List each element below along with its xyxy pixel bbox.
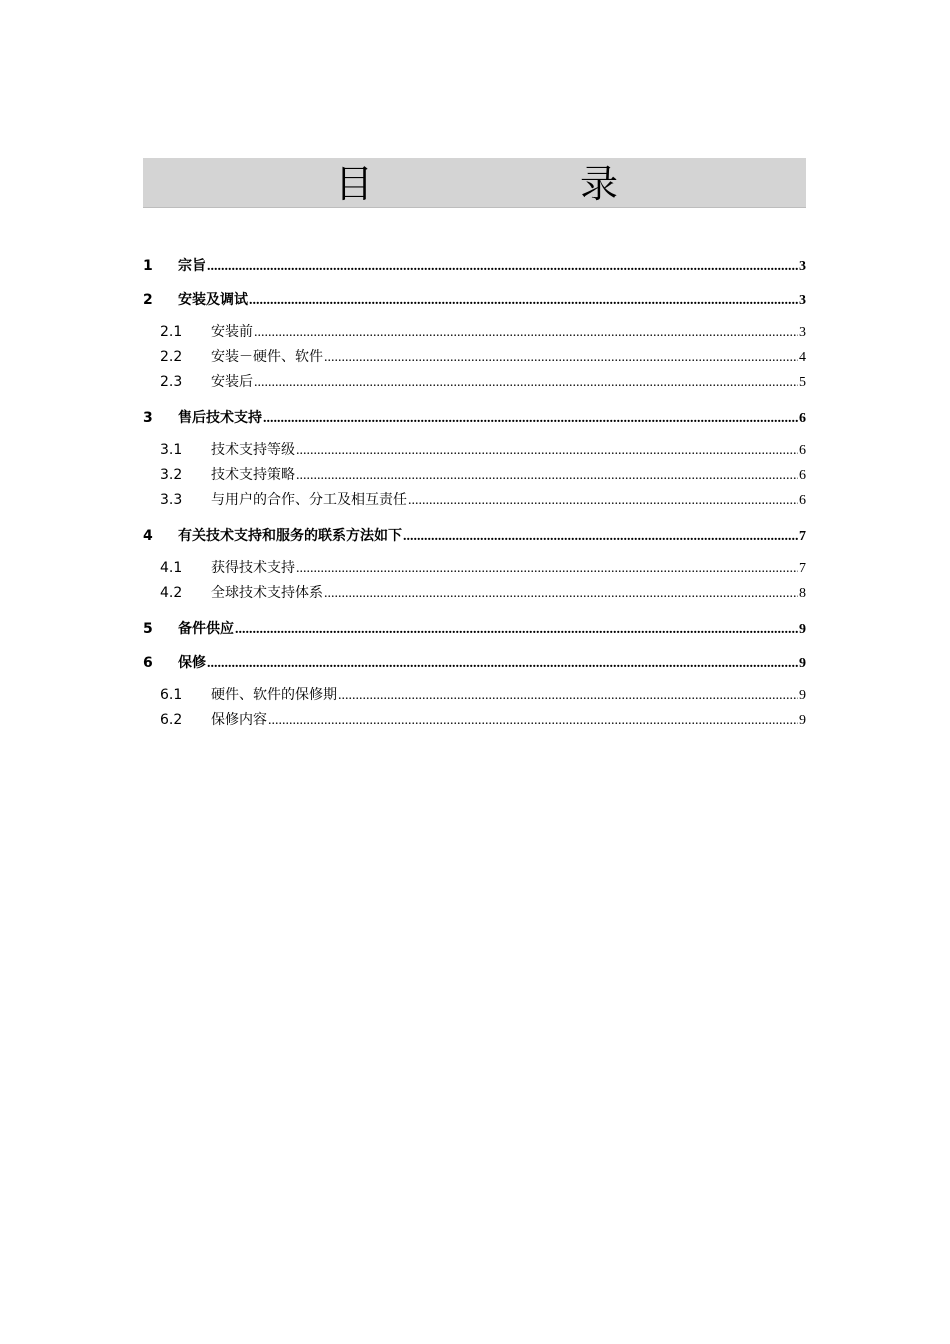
toc-dot-leader bbox=[338, 683, 798, 708]
toc-entry-number: 6.1 bbox=[160, 687, 183, 703]
toc-entry-number: 4.2 bbox=[160, 585, 183, 601]
toc-entry-number: 3 bbox=[143, 410, 153, 426]
toc-entry-title: 安装后 bbox=[211, 374, 253, 390]
toc-entry-3-2[interactable] bbox=[143, 463, 806, 488]
toc-heading-char-2: 录 bbox=[580, 162, 619, 206]
toc-entry-number: 3.2 bbox=[160, 467, 183, 483]
toc-entry-page: 6 bbox=[799, 468, 806, 483]
toc-entry-number: 3.1 bbox=[160, 442, 183, 458]
toc-dot-leader bbox=[263, 405, 798, 433]
toc-entry-page: 3 bbox=[799, 293, 806, 308]
toc-entry-number: 6 bbox=[143, 655, 153, 671]
toc-entry-number: 2.3 bbox=[160, 374, 183, 390]
table-of-contents bbox=[143, 252, 806, 733]
toc-entry-title: 备件供应 bbox=[178, 621, 234, 637]
toc-entry-title: 保修内容 bbox=[211, 712, 267, 728]
toc-entry-title: 与用户的合作、分工及相互责任 bbox=[211, 492, 407, 508]
toc-entry-6-1[interactable] bbox=[143, 683, 806, 708]
toc-entry-6[interactable] bbox=[143, 649, 806, 683]
toc-entry-page: 9 bbox=[799, 688, 806, 703]
toc-dot-leader bbox=[296, 438, 798, 463]
toc-dot-leader bbox=[207, 650, 798, 678]
toc-entry-5[interactable] bbox=[143, 615, 806, 649]
toc-dot-leader bbox=[235, 616, 798, 644]
toc-entry-title: 安装前 bbox=[211, 324, 253, 340]
toc-entry-number: 5 bbox=[143, 621, 153, 637]
toc-entry-page: 8 bbox=[799, 586, 806, 601]
toc-entry-4[interactable] bbox=[143, 522, 806, 556]
toc-entry-title: 安装－硬件、软件 bbox=[211, 349, 323, 365]
toc-entry-title: 全球技术支持体系 bbox=[211, 585, 323, 601]
toc-dot-leader bbox=[408, 488, 798, 513]
toc-dot-leader bbox=[324, 581, 798, 606]
toc-heading-bar bbox=[143, 158, 806, 208]
toc-entry-title: 宗旨 bbox=[178, 258, 206, 274]
toc-entry-2[interactable] bbox=[143, 286, 806, 320]
toc-dot-leader bbox=[324, 345, 798, 370]
toc-entry-page: 7 bbox=[799, 529, 806, 544]
toc-entry-number: 4 bbox=[143, 528, 153, 544]
toc-entry-number: 2.1 bbox=[160, 324, 183, 340]
toc-dot-leader bbox=[296, 463, 798, 488]
toc-entry-page: 5 bbox=[799, 375, 806, 390]
toc-dot-leader bbox=[254, 370, 798, 395]
toc-entry-page: 6 bbox=[799, 411, 806, 426]
toc-entry-2-2[interactable] bbox=[143, 345, 806, 370]
toc-dot-leader bbox=[249, 287, 798, 315]
toc-entry-4-1[interactable] bbox=[143, 556, 806, 581]
toc-entry-number: 6.2 bbox=[160, 712, 183, 728]
toc-entry-1[interactable] bbox=[143, 252, 806, 286]
toc-entry-3-1[interactable] bbox=[143, 438, 806, 463]
toc-dot-leader bbox=[254, 320, 798, 345]
toc-entry-title: 技术支持等级 bbox=[211, 442, 295, 458]
toc-entry-page: 3 bbox=[799, 325, 806, 340]
toc-dot-leader bbox=[268, 708, 798, 733]
toc-entry-6-2[interactable] bbox=[143, 708, 806, 733]
toc-entry-title: 保修 bbox=[178, 655, 206, 671]
toc-entry-page: 4 bbox=[799, 350, 806, 365]
toc-entry-number: 4.1 bbox=[160, 560, 183, 576]
toc-entry-title: 售后技术支持 bbox=[178, 410, 262, 426]
toc-entry-4-2[interactable] bbox=[143, 581, 806, 606]
toc-entry-page: 9 bbox=[799, 622, 806, 637]
toc-entry-page: 9 bbox=[799, 656, 806, 671]
toc-entry-page: 7 bbox=[799, 561, 806, 576]
toc-entry-page: 3 bbox=[799, 259, 806, 274]
toc-entry-page: 9 bbox=[799, 713, 806, 728]
toc-entry-number: 2.2 bbox=[160, 349, 183, 365]
toc-entry-number: 2 bbox=[143, 292, 153, 308]
toc-entry-2-3[interactable] bbox=[143, 370, 806, 395]
toc-entry-3[interactable] bbox=[143, 404, 806, 438]
toc-heading-char-1: 目 bbox=[335, 162, 374, 206]
toc-entry-number: 1 bbox=[143, 258, 153, 274]
toc-entry-page: 6 bbox=[799, 443, 806, 458]
toc-entry-title: 获得技术支持 bbox=[211, 560, 295, 576]
toc-entry-page: 6 bbox=[799, 493, 806, 508]
toc-entry-title: 硬件、软件的保修期 bbox=[211, 687, 337, 703]
toc-entry-number: 3.3 bbox=[160, 492, 183, 508]
toc-entry-title: 有关技术支持和服务的联系方法如下 bbox=[178, 528, 402, 544]
toc-entry-title: 安装及调试 bbox=[178, 292, 248, 308]
toc-entry-2-1[interactable] bbox=[143, 320, 806, 345]
toc-dot-leader bbox=[403, 523, 798, 551]
toc-dot-leader bbox=[296, 556, 798, 581]
toc-dot-leader bbox=[207, 253, 798, 281]
toc-entry-title: 技术支持策略 bbox=[211, 467, 295, 483]
toc-entry-3-3[interactable] bbox=[143, 488, 806, 513]
